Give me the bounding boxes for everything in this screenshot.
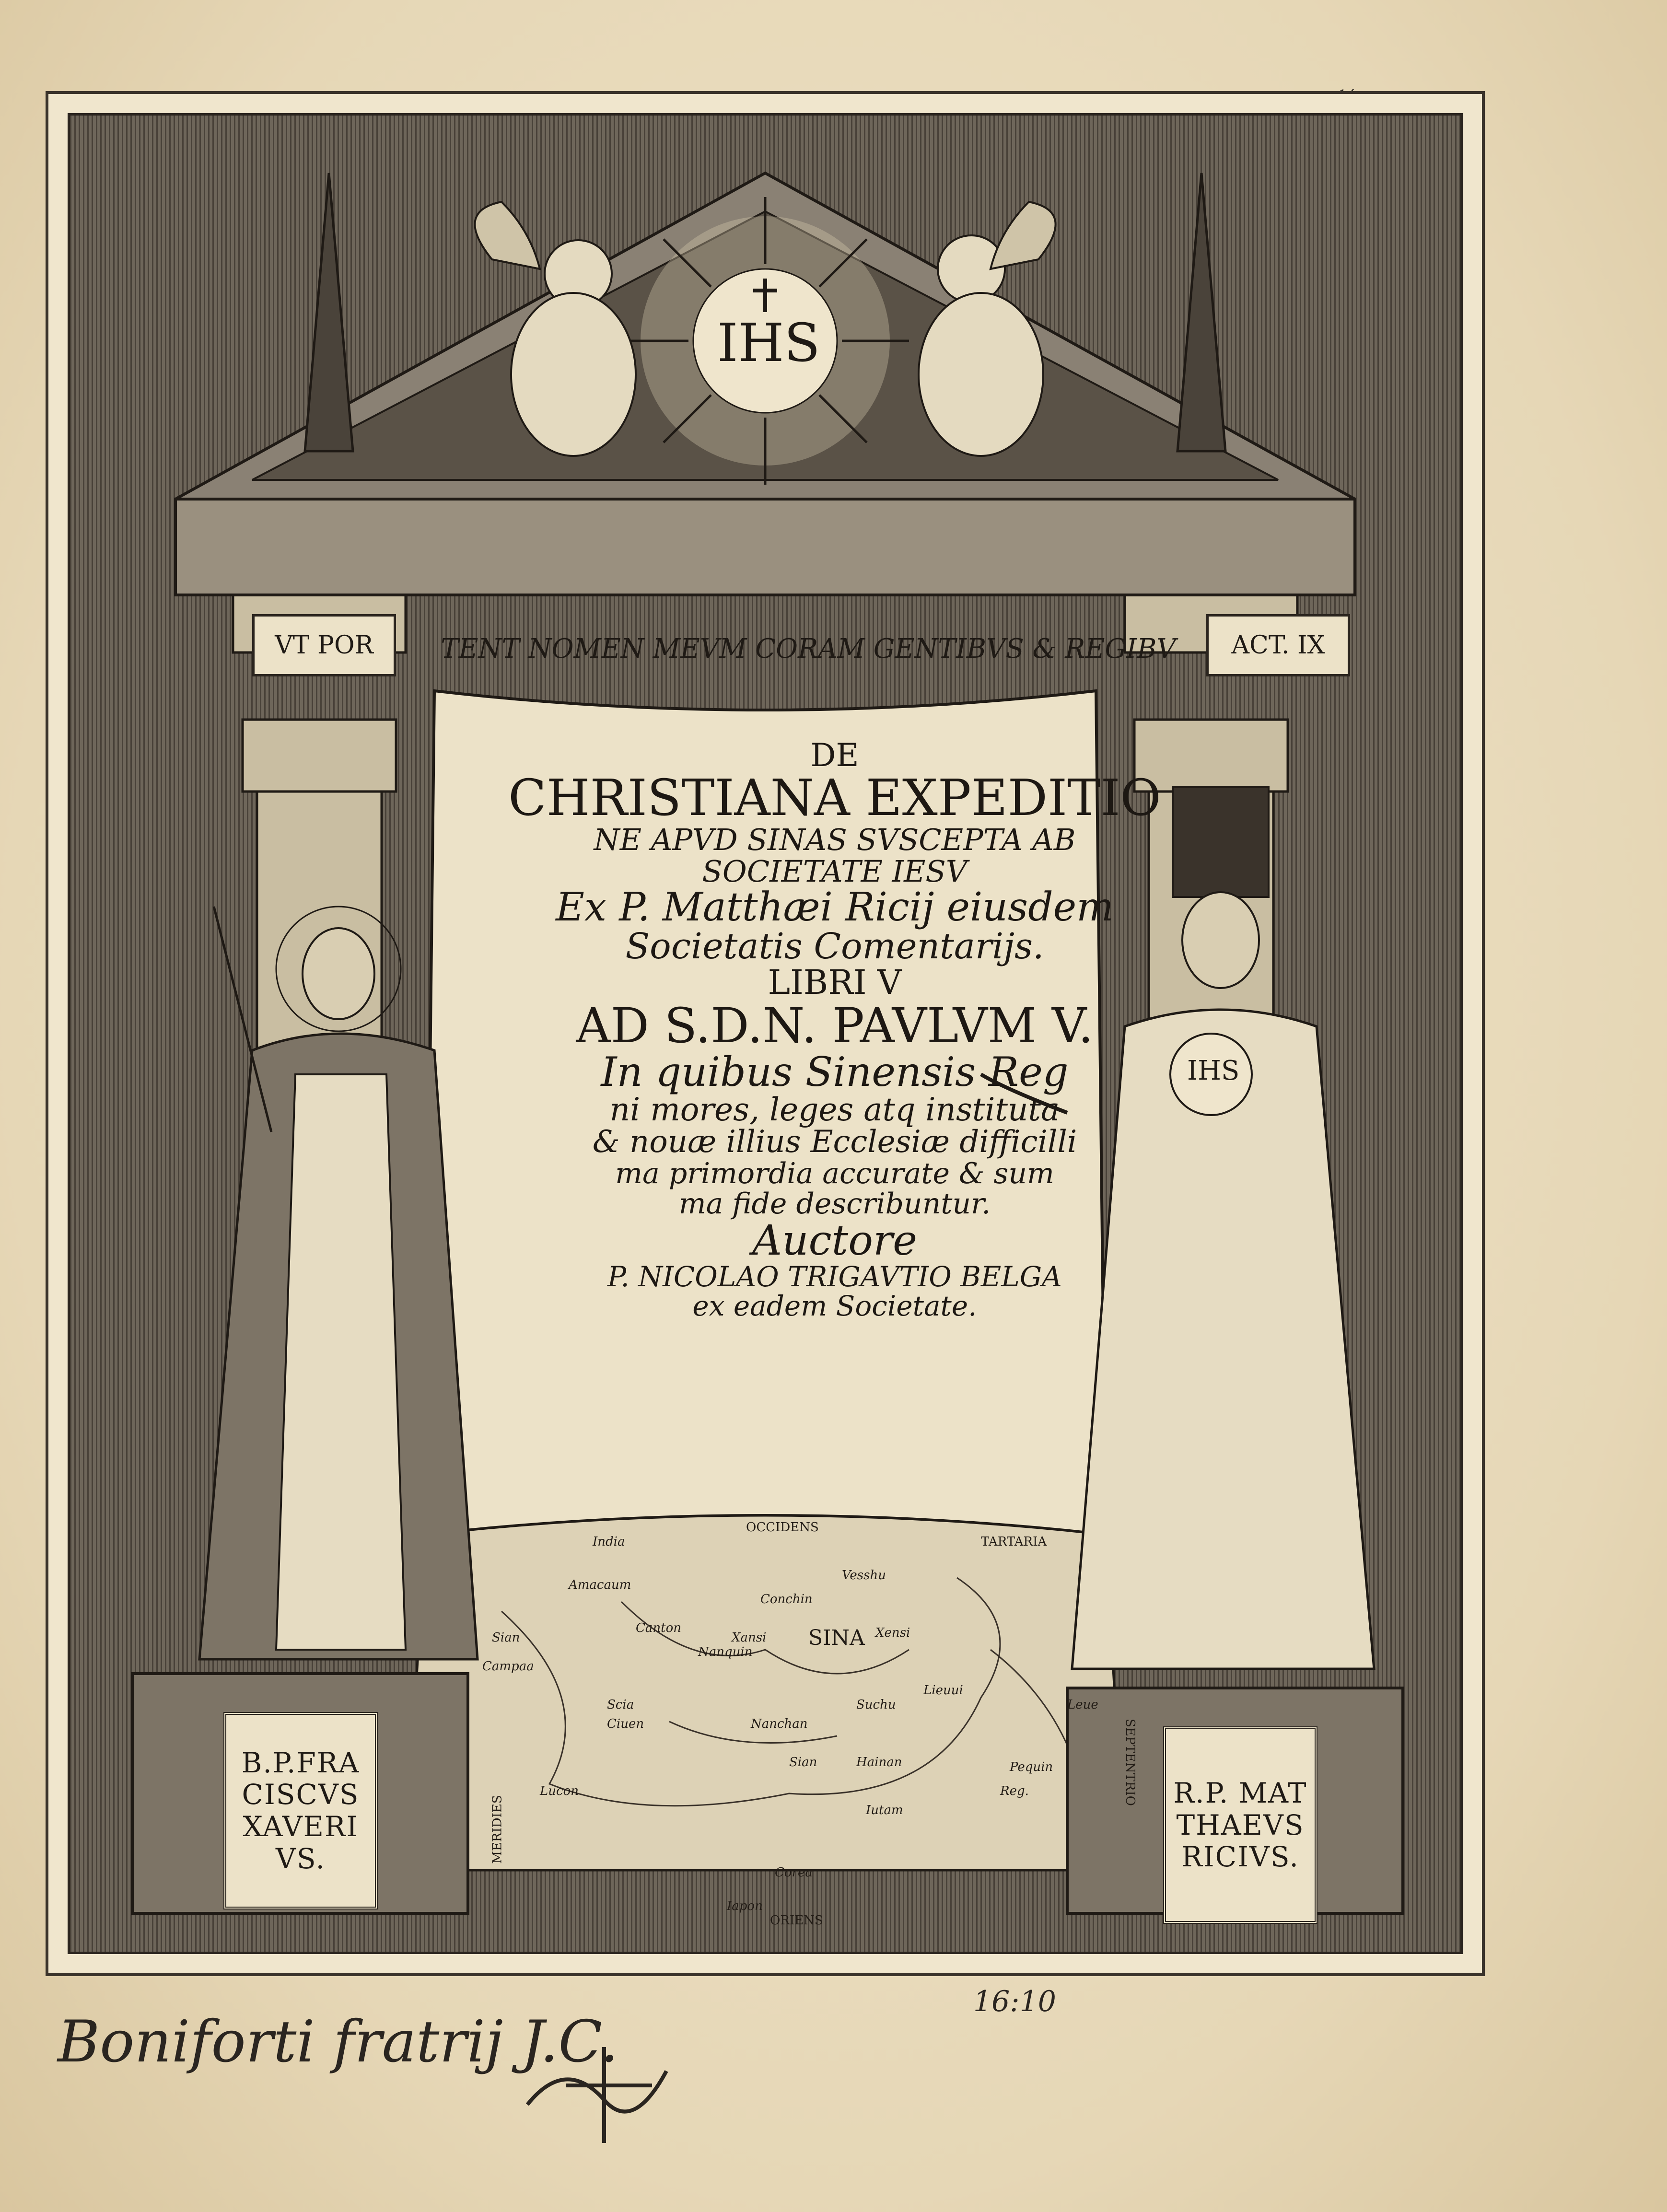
xavier-line-2: CISCVS xyxy=(242,1778,360,1811)
title-line-13: ma fide describuntur. xyxy=(678,1187,991,1221)
obelisk-left xyxy=(305,173,353,451)
xavier-line-4: VS. xyxy=(276,1842,326,1875)
obelisk-right xyxy=(1177,173,1225,451)
ricci-line-1: R.P. MAT xyxy=(1173,1776,1307,1809)
title-line-7: LIBRI V xyxy=(768,963,902,1002)
map-label-pequin: Pequin xyxy=(1010,1760,1053,1774)
map-label-hainan: Hainan xyxy=(856,1755,902,1770)
title-line-2: CHRISTIANA EXPEDITIO xyxy=(508,768,1161,827)
map-label-leue: Leue xyxy=(1067,1698,1098,1712)
map-label-corea: Corea xyxy=(775,1865,813,1880)
title-line-6: Societatis Comentarijs. xyxy=(625,925,1044,967)
title-line-14: Auctore xyxy=(752,1216,917,1265)
motto-left-box xyxy=(252,614,396,676)
title-line-8: AD S.D.N. PAVLVM V. xyxy=(576,997,1094,1054)
map-label-occidens: OCCIDENS xyxy=(746,1520,819,1535)
map-label-reg: Reg. xyxy=(1000,1784,1029,1798)
motto-right-box xyxy=(1206,614,1350,676)
map-label-iapon: Iapon xyxy=(727,1899,763,1913)
map-label-india: India xyxy=(593,1535,625,1549)
engraved-plate xyxy=(46,91,1485,1976)
map-label-suchu: Suchu xyxy=(856,1698,896,1712)
pedestal-panel-xavier xyxy=(223,1712,378,1909)
map-area xyxy=(406,1515,1125,1870)
title-line-9: In quibus Sinensis Reg xyxy=(601,1048,1069,1095)
map-label-iutam: Iutam xyxy=(866,1803,903,1817)
plate-inner-frame xyxy=(68,113,1463,1954)
map-label-tartaria: TARTARIA xyxy=(981,1535,1047,1549)
map-label-canton: Canton xyxy=(636,1621,681,1635)
map-label-conchin: Conchin xyxy=(760,1592,813,1607)
map-label-scia: Scia xyxy=(607,1698,634,1712)
map-label-campaa: Campaa xyxy=(482,1659,534,1674)
motto-main-text: TENT NOMEN MEVM CORAM GENTIBVS & REGIBV xyxy=(441,633,1176,664)
handwritten-flourish xyxy=(508,2028,700,2153)
handwritten-shelfmark: 16:10 xyxy=(973,1985,1056,2018)
title-line-4: SOCIETATE IESV xyxy=(702,853,968,889)
map-label-ciuen: Ciuen xyxy=(607,1717,644,1731)
title-line-12: ma primordia accurate & sum xyxy=(615,1156,1054,1190)
xavier-line-3: XAVERI xyxy=(243,1810,359,1843)
handwritten-signature: Boniforti fratrij J.C. xyxy=(58,2009,619,2075)
title-block xyxy=(444,739,1225,1321)
map-label-lieuui: Lieuui xyxy=(923,1683,963,1698)
map-label-vesshu: Vesshu xyxy=(842,1568,886,1583)
ihs-monogram-top: IHS xyxy=(717,312,820,373)
title-line-3: NE APVD SINAS SVSCEPTA AB xyxy=(594,822,1076,858)
map-label-nanchan: Nanchan xyxy=(751,1717,808,1731)
map-label-meridies: MERIDIES xyxy=(490,1795,505,1864)
title-line-16: ex eadem Societate. xyxy=(692,1289,977,1322)
map-label-sina: SINA xyxy=(808,1626,865,1650)
xavier-line-1: B.P.FRA xyxy=(241,1746,360,1779)
ihs-monogram-ricci: IHS xyxy=(1187,1055,1240,1086)
map-label-xansi: Xansi xyxy=(732,1630,767,1645)
title-line-1: DE xyxy=(810,737,859,774)
map-label-septentrio: SEPTENTRIO xyxy=(1122,1719,1137,1806)
map-label-xensi: Xensi xyxy=(875,1626,910,1640)
ricci-line-3: RICIVS. xyxy=(1181,1840,1299,1874)
motto-right-text: ACT. IX xyxy=(1231,631,1325,660)
map-label-sian-2: Sian xyxy=(789,1755,817,1770)
title-line-5: Ex P. Matthæi Ricij eiusdem xyxy=(556,884,1114,930)
map-label-nanquin: Nanquin xyxy=(698,1645,753,1659)
map-label-sian: Sian xyxy=(492,1630,520,1645)
map-label-oriens: ORIENS xyxy=(770,1913,823,1928)
title-line-10: ni mores, leges atq instituta xyxy=(609,1091,1060,1129)
map-label-amacaum: Amacaum xyxy=(569,1578,631,1592)
map-label-lucon: Lucon xyxy=(540,1784,579,1798)
ricci-line-2: THAEVS xyxy=(1176,1808,1305,1841)
title-line-15: P. NICOLAO TRIGAVTIO BELGA xyxy=(607,1260,1062,1293)
title-line-11: & nouæ illius Ecclesiæ difficilli xyxy=(592,1124,1077,1160)
pedestal-panel-ricci xyxy=(1163,1726,1317,1924)
motto-left-text: VT POR xyxy=(275,631,373,660)
